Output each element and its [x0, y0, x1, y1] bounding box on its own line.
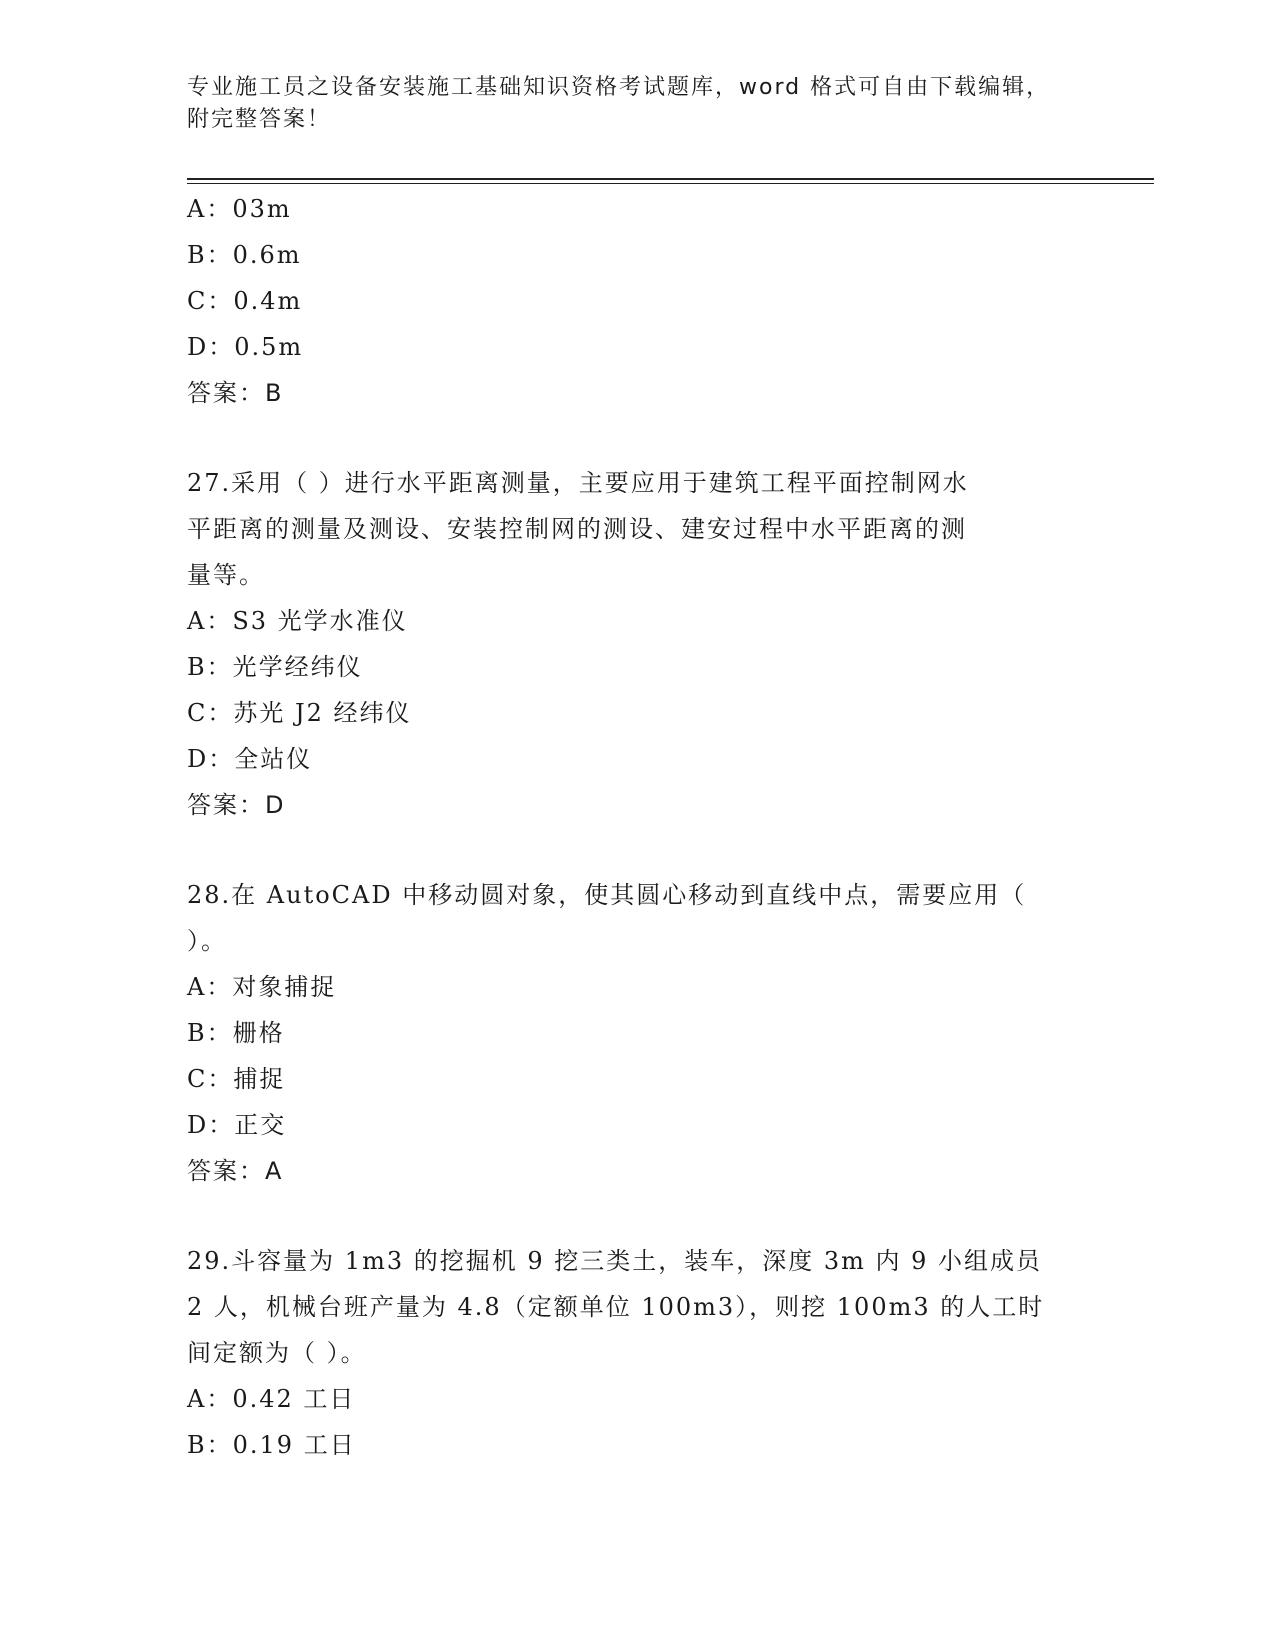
question-29	[187, 1238, 1087, 1468]
question-28	[187, 872, 1087, 1194]
option-a: A：0.42 工日	[187, 1385, 356, 1413]
question-27	[187, 460, 1087, 828]
option-c: C：捕捉	[187, 1065, 286, 1093]
option-a: A：03m	[187, 195, 292, 223]
spacer	[187, 416, 1087, 460]
page-header: 专业施工员之设备安装施工基础知识资格考试题库，word 格式可自由下载编辑， 附完整答案！	[187, 75, 1051, 132]
question-stem-line: 27.采用（ ）进行水平距离测量，主要应用于建筑工程平面控制网水	[187, 469, 969, 497]
question-stem-line: 平距离的测量及测设、安装控制网的测设、建安过程中水平距离的测	[187, 515, 967, 543]
option-b: B：0.19 工日	[187, 1431, 356, 1459]
answer-line: 答案：A	[187, 1157, 284, 1185]
option-d: D：0.5m	[187, 333, 304, 361]
spacer	[187, 1194, 1087, 1238]
question-stem-line: 29.斗容量为 1m3 的挖掘机 9 挖三类土，装车，深度 3m 内 9 小组成员	[187, 1247, 1043, 1275]
header-divider-thin	[187, 183, 1154, 184]
option-d: D：正交	[187, 1111, 287, 1139]
option-b: B：栅格	[187, 1019, 285, 1047]
question-content	[187, 186, 1087, 1468]
answer-line: 答案：B	[187, 379, 284, 407]
option-c: C：苏光 J2 经纬仪	[187, 699, 412, 727]
spacer	[187, 828, 1087, 872]
option-b: B：光学经纬仪	[187, 653, 363, 681]
question-stem-line: ）。	[187, 927, 227, 955]
question-stem-line: 2 人，机械台班产量为 4.8（定额单位 100m3），则挖 100m3 的人工时	[187, 1293, 1045, 1321]
option-c: C：0.4m	[187, 287, 303, 315]
question-stem-line: 28.在 AutoCAD 中移动圆对象，使其圆心移动到直线中点，需要应用（	[187, 881, 1027, 909]
option-b: B：0.6m	[187, 241, 302, 269]
question-26-tail	[187, 186, 1087, 416]
option-a: A：对象捕捉	[187, 973, 337, 1001]
answer-line: 答案：D	[187, 791, 286, 819]
question-stem-line: 间定额为（ ）。	[187, 1339, 367, 1367]
option-a: A：S3 光学水准仪	[187, 607, 408, 635]
option-d: D：全站仪	[187, 745, 313, 773]
header-divider-thick	[187, 178, 1154, 180]
question-stem-line: 量等。	[187, 561, 265, 589]
